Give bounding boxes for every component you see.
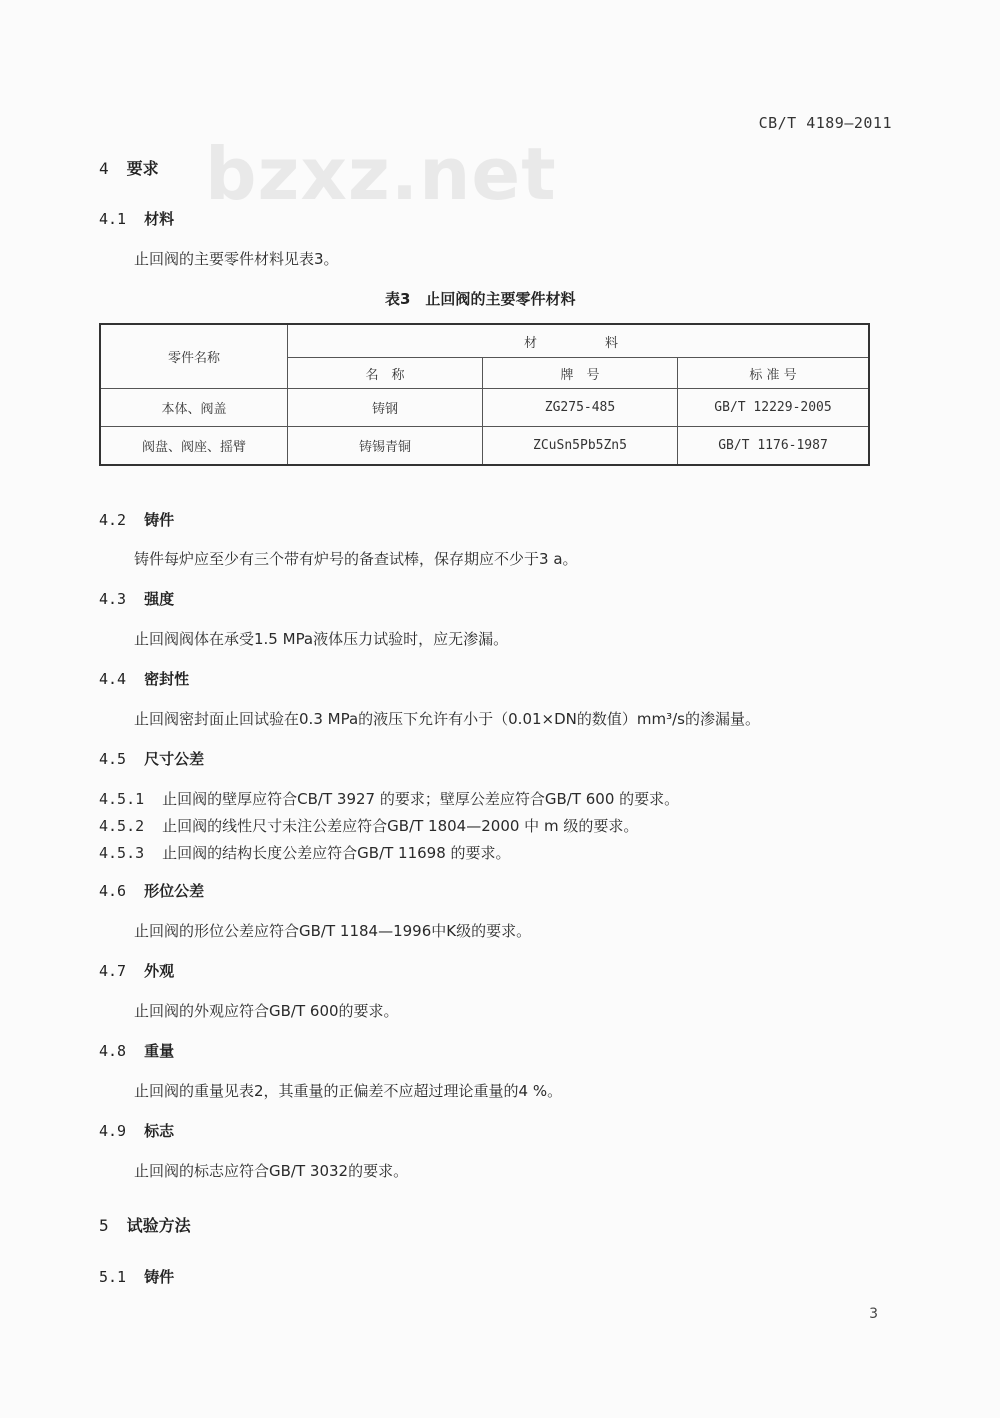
section-4-7-heading: [99, 960, 174, 981]
clause-4-5-3: [99, 842, 511, 863]
clause-4-5-1: [99, 788, 679, 809]
clause-number: 4.5.1: [99, 790, 145, 808]
section-title: 铸件: [144, 511, 175, 529]
section-number: 5.1: [99, 1268, 127, 1286]
section-title: 重量: [144, 1042, 175, 1060]
header-grade: 牌 号: [483, 358, 678, 389]
header-material: 材 料: [288, 324, 870, 358]
section-number: 4.7: [99, 962, 127, 980]
cell-grade: ZCuSn5Pb5Zn5: [483, 427, 678, 466]
clause-text: 止回阀的线性尺寸未注公差应符合GB/T 1804—2000 中 m 级的要求。: [162, 817, 639, 835]
clause-text: 止回阀的壁厚应符合CB/T 3927 的要求；壁厚公差应符合GB/T 600 的要求。: [162, 790, 680, 808]
table-header-row: [100, 324, 869, 358]
section-4-6-text: 止回阀的形位公差应符合GB/T 1184—1996中K级的要求。: [134, 922, 532, 940]
section-title: 尺寸公差: [144, 750, 205, 768]
header-standard: 标 准 号: [678, 358, 870, 389]
section-4-2-text: 铸件每炉应至少有三个带有炉号的备查试棒，保存期应不少于3 a。: [134, 550, 578, 568]
cell-part: 阀盘、阀座、摇臂: [100, 427, 288, 466]
cell-name: 铸锡青铜: [288, 427, 483, 466]
section-4-9-heading: [99, 1120, 174, 1141]
section-number: 4.2: [99, 511, 127, 529]
section-title: 密封性: [144, 670, 190, 688]
section-4-heading: [99, 156, 159, 179]
materials-table: [99, 323, 870, 466]
section-number: 4.3: [99, 590, 127, 608]
cell-grade: ZG275-485: [483, 389, 678, 427]
section-4-1-text: 止回阀的主要零件材料见表3。: [134, 250, 339, 268]
section-number: 4: [99, 159, 109, 178]
header-part-name: 零件名称: [100, 324, 288, 389]
section-4-5-heading: [99, 748, 204, 769]
page-number: 3: [869, 1306, 878, 1322]
section-4-6-heading: [99, 880, 204, 901]
section-number: 4.1: [99, 210, 127, 228]
section-5-heading: [99, 1213, 191, 1236]
section-title: 要求: [126, 159, 159, 178]
section-number: 4.9: [99, 1122, 127, 1140]
section-number: 4.5: [99, 750, 127, 768]
section-4-4-heading: [99, 668, 189, 689]
section-title: 外观: [144, 962, 175, 980]
clause-number: 4.5.2: [99, 817, 145, 835]
section-title: 标志: [144, 1122, 175, 1140]
section-title: 形位公差: [144, 882, 205, 900]
section-4-3-text: 止回阀阀体在承受1.5 MPa液体压力试验时，应无渗漏。: [134, 630, 509, 648]
section-number: 5: [99, 1216, 109, 1235]
clause-4-5-2: [99, 815, 638, 836]
section-4-8-heading: [99, 1040, 174, 1061]
table-caption: 表3 止回阀的主要零件材料: [385, 290, 576, 308]
section-4-9-text: 止回阀的标志应符合GB/T 3032的要求。: [134, 1162, 409, 1180]
clause-number: 4.5.3: [99, 844, 145, 862]
section-4-4-text: 止回阀密封面止回试验在0.3 MPa的液压下允许有小于（0.01×DN的数值）mm³/s的渗漏量。: [134, 710, 760, 728]
section-4-7-text: 止回阀的外观应符合GB/T 600的要求。: [134, 1002, 399, 1020]
table-row: [100, 389, 869, 427]
section-title: 试验方法: [126, 1216, 191, 1235]
header-name: 名 称: [288, 358, 483, 389]
section-number: 4.8: [99, 1042, 127, 1060]
cell-standard: GB/T 1176-1987: [678, 427, 870, 466]
section-5-1-heading: [99, 1266, 174, 1287]
table-row: [100, 427, 869, 466]
section-title: 铸件: [144, 1268, 175, 1286]
watermark-logo: bzxz.net: [205, 132, 557, 216]
cell-part: 本体、阀盖: [100, 389, 288, 427]
section-4-8-text: 止回阀的重量见表2，其重量的正偏差不应超过理论重量的4 %。: [134, 1082, 563, 1100]
clause-text: 止回阀的结构长度公差应符合GB/T 11698 的要求。: [162, 844, 511, 862]
section-4-3-heading: [99, 588, 174, 609]
section-title: 强度: [144, 590, 175, 608]
section-number: 4.4: [99, 670, 127, 688]
section-4-1-heading: [99, 208, 174, 229]
section-4-2-heading: [99, 509, 174, 530]
section-number: 4.6: [99, 882, 127, 900]
standard-code: CB/T 4189—2011: [758, 114, 892, 132]
section-title: 材料: [144, 210, 175, 228]
cell-standard: GB/T 12229-2005: [678, 389, 870, 427]
cell-name: 铸钢: [288, 389, 483, 427]
